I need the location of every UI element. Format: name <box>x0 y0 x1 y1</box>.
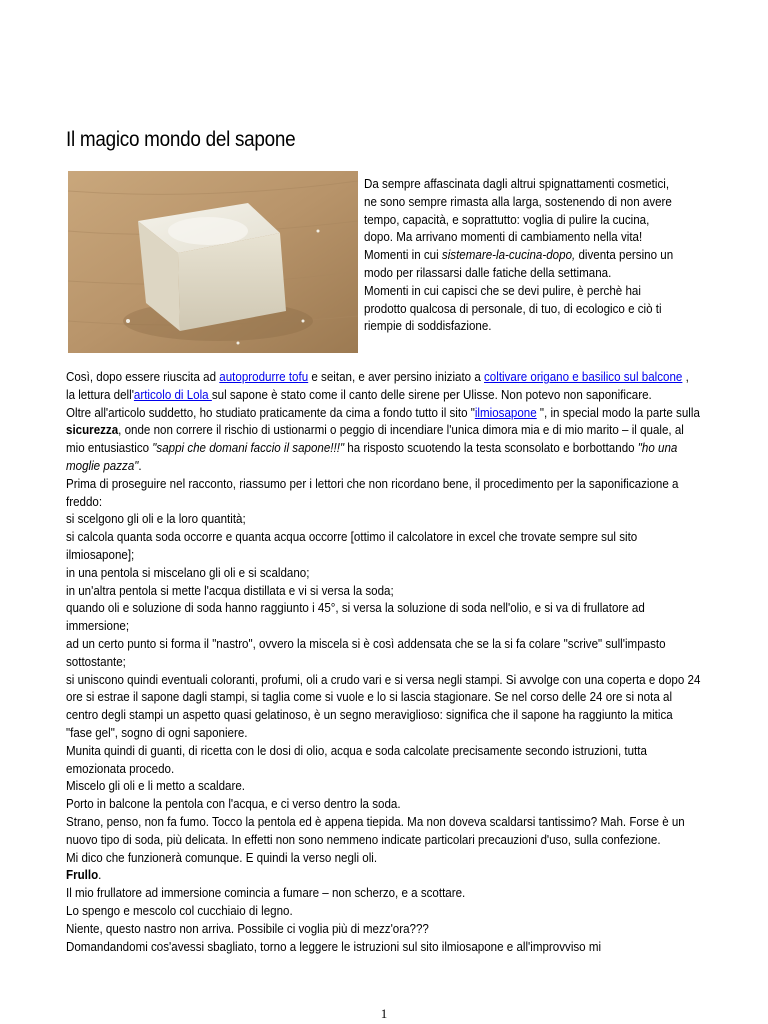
link-coltivare-origano[interactable]: coltivare origano e basilico sul balcone <box>484 370 683 384</box>
text: sul sapone è stato come il canto delle sirene per Ulisse. Non potevo non saponificare. <box>211 387 652 402</box>
body-paragraph-4: Munita quindi di guanti, di ricetta con le dosi di olio, acqua e soda calcolate precisamente secondo istruzioni, tutta emozionata procedo. <box>66 743 647 776</box>
intro-paragraph-2: Momenti in cui capisci che se devi pulire, è perchè hai prodotto qualcosa di personale, di tuo, di ecologico e ciò ti riempie di soddisfazione. <box>364 283 662 334</box>
article-body <box>66 369 701 956</box>
intro-paragraph-1 <box>364 176 677 283</box>
body-paragraph-8: Mi dico che funzionerà comunque. E quindi la verso negli oli. <box>66 850 378 865</box>
soap-bar-image <box>68 171 358 353</box>
body-paragraph-6: Porto in balcone la pentola con l'acqua, e ci verso dentro la soda. <box>66 797 401 812</box>
body-paragraph-3: Prima di proseguire nel racconto, riassumo per i lettori che non ricordano bene, il procedimento per la saponificazione a freddo: <box>66 476 679 509</box>
body-paragraph-7: Strano, penso, non fa fumo. Tocco la pentola ed è appena tiepida. Ma non doveva scaldarsi tantissimo? Mah. Forse è un nuovo tipo di soda, più delicata. In effetti non sono nemmeno indicate particolari precauzioni d'uso, sulla confezione. <box>66 814 685 847</box>
text: . <box>138 458 142 473</box>
text: , onde non correre il rischio di ustionarmi o peggio di incendiare l'unica dimora mia e di mio marito – il quale, al mio entusiastico <box>66 423 684 456</box>
step-1: si scelgono gli oli e la loro quantità; <box>66 512 246 527</box>
soap-photo <box>68 171 358 353</box>
body-paragraph-12: Domandandomi cos'avessi sbagliato, torno a leggere le istruzioni sul sito ilmiosapone e all'improvviso mi <box>66 939 602 954</box>
bold-text: sicurezza <box>66 423 119 438</box>
body-paragraph-11: Niente, questo nastro non arriva. Possibile ci voglia più di mezz'ora??? <box>66 921 429 936</box>
intro-text <box>364 176 677 336</box>
text: e seitan, e aver persino iniziato a <box>308 370 485 384</box>
text: Da sempre affascinata dagli altrui spignattamenti cosmetici, ne sono sempre rimasta alla larga, sostenendo di non avere tempo, capacità, e soprattutto: voglia di pulire la cucina, dopo. Ma arrivano momenti di cambiamento nella vita! Momenti in cui <box>364 177 672 263</box>
text: , la lettura dell' <box>66 370 689 402</box>
text: Così, dopo essere riuscita ad <box>66 370 220 384</box>
step-5: quando oli e soluzione di soda hanno raggiunto i 45°, si versa la soluzione di soda nell'olio, e si va di frullatore ad immersione; <box>66 601 645 634</box>
text: Oltre all'articolo suddetto, ho studiato praticamente da cima a fondo tutto il sito " <box>66 405 475 420</box>
body-paragraph-2 <box>66 405 701 476</box>
body-paragraph-9: Il mio frullatore ad immersione comincia a fumare – non scherzo, e a scottare. <box>66 886 466 901</box>
link-autoprodurre-tofu[interactable]: autoprodurre tofu <box>219 370 309 384</box>
body-paragraph-5: Miscelo gli oli e li metto a scaldare. <box>66 779 246 794</box>
italic-text: "ho una moglie pazza" <box>66 441 678 473</box>
step-2: si calcola quanta soda occorre e quanta acqua occorre [ottimo il calcolatore in excel che trovate sempre sul sito ilmiosapone]; <box>66 530 638 562</box>
link-articolo-lola[interactable]: articolo di Lola <box>133 387 212 402</box>
bold-text: Frullo <box>66 868 99 883</box>
body-paragraph-frullo <box>66 867 701 885</box>
page-number: 1 <box>380 1006 388 1021</box>
step-3: in una pentola si miscelano gli oli e si scaldano; <box>66 565 310 580</box>
italic-text: "sappi che domani faccio il sapone!!!" <box>152 441 345 456</box>
italic-text: sistemare-la-cucina-dopo, <box>441 248 576 263</box>
page-title: Il magico mondo del sapone <box>66 128 296 151</box>
body-paragraph-10: Lo spengo e mescolo col cucchiaio di legno. <box>66 903 293 918</box>
step-7: si uniscono quindi eventuali coloranti, profumi, oli a crudo vari e si versa negli stampi. Si avvolge con una coperta e dopo 24 ore si estrae il sapone dagli stampi, si taglia come si vuole e lo si lascia stagionare. Se nel corso delle 24 ore si nota al centro degli stampi un aspetto quasi gelatinoso, è un segno meraviglioso: significa che il sapone ha raggiunto la mitica "fase gel", sogno di ogni saponiere. <box>66 672 701 740</box>
text: ha risposto scuotendo la testa sconsolato e borbottando <box>344 441 638 456</box>
text: diventa persino un modo per rilassarsi dalle fatiche della settimana. <box>364 248 674 280</box>
step-4: in un'altra pentola si mette l'acqua distillata e vi si versa la soda; <box>66 583 394 598</box>
link-ilmiosapone[interactable]: ilmiosapone <box>474 405 537 420</box>
step-6: ad un certo punto si forma il "nastro", ovvero la miscela si è così addensata che se la si fa colare "scrive" sull'impasto sottostante; <box>66 636 666 669</box>
body-paragraph-1 <box>66 369 701 405</box>
text: . <box>98 868 102 883</box>
text: ", in special modo la parte sulla <box>536 405 700 420</box>
